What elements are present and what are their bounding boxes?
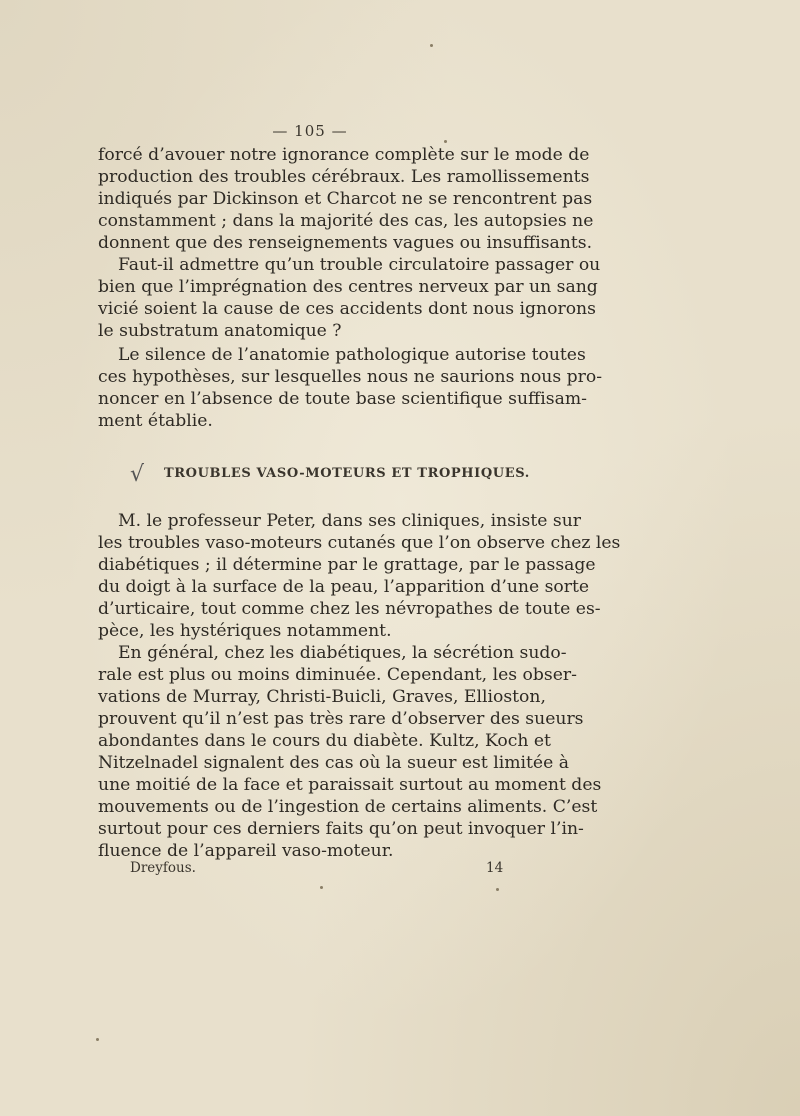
text-line: du doigt à la surface de la peau, l’apparition d’une sorte [98,577,590,597]
text-line: Le silence de l’anatomie pathologique autorise toutes [118,345,586,365]
text-line: fluence de l’appareil vaso-moteur. [98,841,394,861]
text-line: rale est plus ou moins diminuée. Cependant, les obser- [98,665,577,685]
text-line: donnent que des renseignements vagues ou insuffisants. [98,233,593,253]
paper-speck [96,1038,99,1041]
signature-mark: 14 [486,860,504,876]
text-line: d’urticaire, tout comme chez les névropathes de toute es- [98,599,601,619]
text-line: mouvements ou de l’ingestion de certains aliments. C’est [98,797,598,817]
paper-speck [496,888,499,891]
text-line: pèce, les hystériques notamment. [98,621,392,641]
text-line: indiqués par Dickinson et Charcot ne se rencontrent pas [98,189,593,209]
text-line: production des troubles cérébraux. Les ramollissements [98,167,590,187]
text-line: Nitzelnadel signalent des cas où la sueur est limitée à [98,753,569,773]
text-line: abondantes dans le cours du diabète. Kultz, Koch et [98,731,551,751]
text-line: vations de Murray, Christi-Buicli, Graves, Ellioston, [98,687,546,707]
check-mark-icon: √ [130,462,145,487]
section-heading: TROUBLES VASO-MOTEURS ET TROPHIQUES. [164,466,530,481]
text-line: En général, chez les diabétiques, la sécrétion sudo- [118,643,567,663]
text-line: Faut-il admettre qu’un trouble circulatoire passager ou [118,255,601,275]
paper-speck [444,140,447,143]
text-line: diabétiques ; il détermine par le grattage, par le passage [98,555,596,575]
text-line: noncer en l’absence de toute base scientifique suffisam- [98,389,587,409]
text-line: surtout pour ces derniers faits qu’on peut invoquer l’in- [98,819,584,839]
paper-speck [320,886,323,889]
text-line: forcé d’avouer notre ignorance complète sur le mode de [98,145,590,165]
paper-speck [430,44,433,47]
text-line: une moitié de la face et paraissait surtout au moment des [98,775,602,795]
text-line: bien que l’imprégnation des centres nerveux par un sang [98,277,598,297]
page-number: — 105 — [272,122,348,140]
text-line: vicié soient la cause de ces accidents dont nous ignorons [98,299,596,319]
text-line: ces hypothèses, sur lesquelles nous ne saurions nous pro- [98,367,603,387]
text-line: ment établie. [98,411,213,431]
text-line: les troubles vaso-moteurs cutanés que l’on observe chez les [98,533,621,553]
text-line: M. le professeur Peter, dans ses cliniques, insiste sur [118,511,582,531]
text-line: prouvent qu’il n’est pas très rare d’observer des sueurs [98,709,584,729]
text-line: le substratum anatomique ? [98,321,342,341]
author-footer: Dreyfous. [130,860,196,876]
text-line: constamment ; dans la majorité des cas, les autopsies ne [98,211,594,231]
